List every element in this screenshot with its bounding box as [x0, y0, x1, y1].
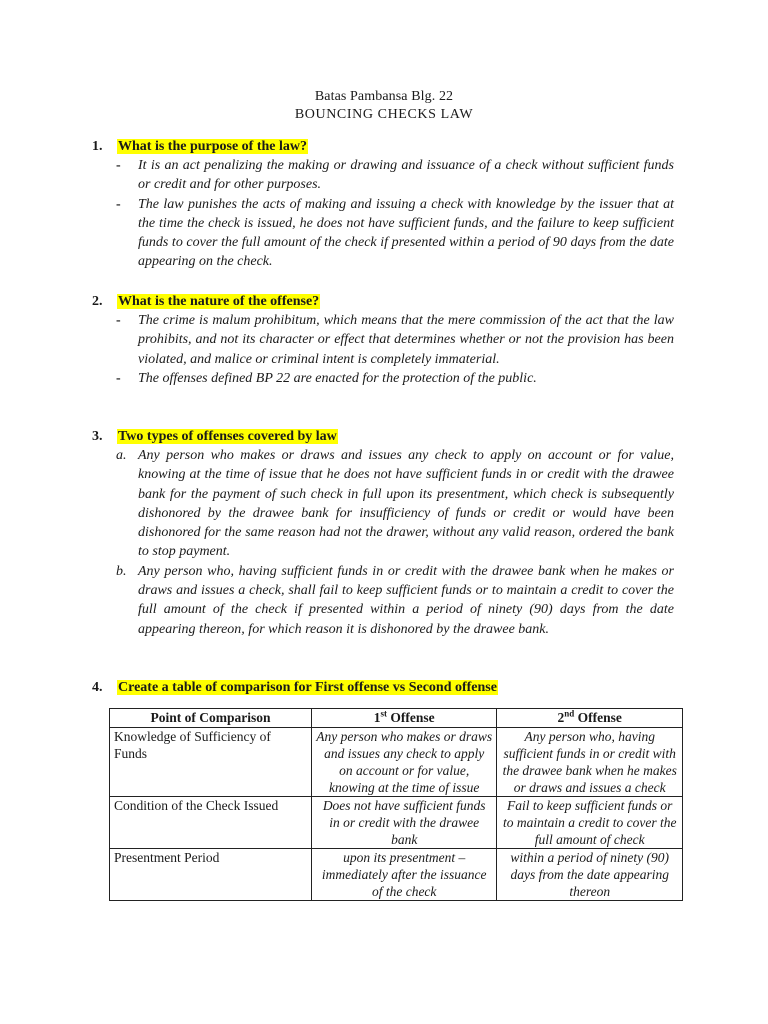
first-offense-cell: Any person who makes or draws and issues any check to apply on account or for value, knowing at the time of issue — [311, 728, 497, 797]
row-label: Knowledge of Sufficiency of Funds — [110, 728, 312, 797]
table-row — [110, 797, 683, 849]
highlighted-heading: What is the purpose of the law? — [118, 139, 308, 154]
section-heading — [92, 428, 682, 446]
first-offense-cell: upon its presentment – immediately after the issuance of the check — [311, 849, 497, 901]
section-heading — [92, 679, 682, 697]
section-heading — [92, 138, 682, 156]
list-item — [92, 369, 674, 388]
second-offense-cell: Fail to keep sufficient funds or to maintain a credit to cover the full amount of check — [497, 797, 683, 849]
section-heading — [92, 293, 682, 311]
lettered-list — [92, 446, 682, 639]
second-offense-cell: within a period of ninety (90) days from the date appearing thereon — [497, 849, 683, 901]
list-item — [92, 156, 674, 195]
section-offense-types — [92, 428, 682, 639]
list-item-text: The crime is malum prohibitum, which means that the mere commission of the act that the law prohibits, and not its character or effect that determines whether or not the provision has been violated, and malice or criminal intent is completely immaterial. — [138, 313, 674, 367]
column-header-second-offense — [497, 709, 683, 728]
row-label: Condition of the Check Issued — [110, 797, 312, 849]
bullet-list — [92, 311, 682, 388]
header-number: 1 — [373, 710, 381, 725]
section-purpose — [92, 138, 682, 272]
table-row — [110, 728, 683, 797]
list-item — [92, 311, 674, 369]
header-word: Offense — [574, 710, 622, 725]
column-header-point: Point of Comparison — [110, 709, 312, 728]
highlighted-heading: Two types of offenses covered by law — [118, 429, 337, 444]
section-number: 4. — [92, 680, 103, 695]
dash-marker: - — [116, 313, 121, 328]
header-number: 2 — [557, 710, 565, 725]
letter-marker: a. — [116, 448, 127, 463]
section-nature — [92, 293, 682, 388]
comparison-table — [109, 708, 683, 901]
first-offense-cell: Does not have sufficient funds in or credit with the drawee bank — [311, 797, 497, 849]
header-word: Offense — [387, 710, 435, 725]
section-comparison — [92, 679, 682, 697]
highlighted-heading: Create a table of comparison for First offense vs Second offense — [118, 680, 497, 695]
table-header-row — [110, 709, 683, 728]
list-item-text: The law punishes the acts of making and issuing a check with knowledge by the issuer that at the time the check is issued, he does not have sufficient funds, and the failure to keep sufficient funds to cover the full amount of the check if presented within a period of 90 days from the date appearing on the check. — [138, 196, 674, 270]
table-row — [110, 849, 683, 901]
dash-marker: - — [116, 196, 121, 212]
dash-marker: - — [116, 158, 121, 173]
list-item-text: Any person who, having sufficient funds in or credit with the drawee bank when he makes or draws and issues a check, shall fail to keep sufficient funds or to maintain a credit to cover the full amount of the check if presented within a period of ninety (90) days from the date appearing thereon, for which reason it is dishonored by the drawee bank. — [138, 563, 674, 637]
list-item-text: It is an act penalizing the making or drawing and issuance of a check without sufficient funds or credit and for other purposes. — [138, 158, 674, 193]
section-number: 3. — [92, 429, 103, 444]
second-offense-cell: Any person who, having sufficient funds in or credit with the drawee bank when he makes or draws and issues a check — [497, 728, 683, 797]
list-item-text: The offenses defined BP 22 are enacted for the protection of the public. — [138, 370, 537, 386]
bullet-list — [92, 156, 682, 272]
row-label: Presentment Period — [110, 849, 312, 901]
header-ordinal: nd — [564, 708, 575, 719]
column-header-first-offense — [311, 709, 497, 728]
list-item — [92, 195, 674, 272]
document-title: Batas Pambansa Blg. 22 — [314, 89, 454, 104]
letter-marker: b. — [116, 563, 127, 579]
section-number: 2. — [92, 294, 103, 309]
header-ordinal: st — [380, 708, 387, 719]
dash-marker: - — [116, 370, 121, 386]
list-item-text: Any person who makes or draws and issues any check to apply on account or for value, knowing at the time of issue that he does not have sufficient funds in or credit with the drawee bank for the payment of such check in full upon its presentment, which check is subsequently dishonored by the drawee bank for insufficiency of funds or credit or would have been dishonored for the same reason had not the drawer, without any valid reason, ordered the bank to stop payment. — [138, 448, 674, 560]
list-item — [92, 562, 674, 639]
document-subtitle: BOUNCING CHECKS LAW — [294, 107, 474, 122]
section-number: 1. — [92, 139, 103, 154]
list-item — [92, 446, 674, 562]
highlighted-heading: What is the nature of the offense? — [118, 294, 320, 309]
